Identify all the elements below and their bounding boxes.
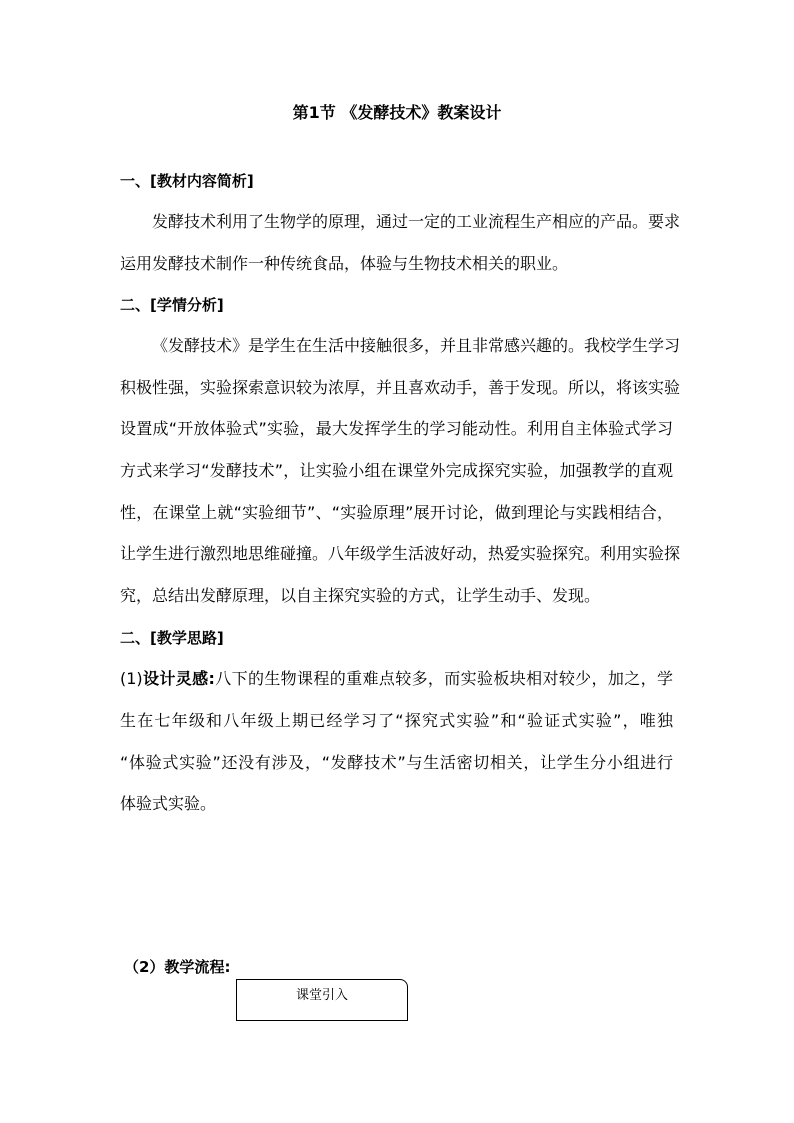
paragraph-line: 方式来学习“发酵技术”，让实验小组在课堂外完成探究实验，加强教学的直观 xyxy=(120,461,673,480)
paragraph-line: 运用发酵技术制作一种传统食品，体验与生物技术相关的职业。 xyxy=(120,254,569,273)
design-inspiration-line xyxy=(120,669,673,689)
paragraph-line: “体验式实验”还没有涉及，“发酵技术”与生活密切相关，让学生分小组进行 xyxy=(120,753,673,772)
flowchart-step-box xyxy=(236,979,408,1021)
section-heading-teaching-approach: 二、[教学思路] xyxy=(120,629,224,647)
paragraph-line: 让学生进行激烈地思维碰撞。八年级学生活波好动，热爱实验探究。利用实验探 xyxy=(120,544,681,563)
paragraph-line: 究，总结出发酵原理，以自主探究实验的方式，让学生动手、发现。 xyxy=(120,586,601,605)
section-heading-student-analysis: 二、[学情分析] xyxy=(120,296,224,314)
paragraph-line: 体验式实验。 xyxy=(120,794,217,813)
paragraph-line: 生在七年级和八年级上期已经学习了“探究式实验”和“验证式实验”，唯独 xyxy=(120,711,673,730)
paragraph-line: 性，在课堂上就“实验细节”、“实验原理”展开讨论，做到理论与实践相结合， xyxy=(120,503,673,522)
paragraph-line: 设置成“开放体验式”实验，最大发挥学生的学习能动性。利用自主体验式学习 xyxy=(120,419,673,438)
section-heading-textbook-analysis: 一、[教材内容简析] xyxy=(120,172,254,190)
flowchart-step-text: 课堂引入 xyxy=(295,988,348,1003)
document-title: 第1节 《发酵技术》教案设计 xyxy=(292,103,502,122)
paragraph-line: 积极性强，实验探索意识较为浓厚，并且喜欢动手，善于发现。所以，将该实验 xyxy=(120,378,681,397)
teaching-flow-label: （2）教学流程: xyxy=(124,958,231,976)
design-inspiration-text: 八下的生物课程的重难点较多，而实验板块相对较少，加之，学 xyxy=(214,669,673,688)
item-number: (1) xyxy=(120,669,143,688)
paragraph-line: 发酵技术利用了生物学的原理，通过一定的工业流程生产相应的产品。要求 xyxy=(152,212,681,231)
paragraph-line: 《发酵技术》是学生在生活中接触很多，并且非常感兴趣的。我校学生学习 xyxy=(152,336,681,355)
design-inspiration-label: 设计灵感: xyxy=(142,669,215,688)
